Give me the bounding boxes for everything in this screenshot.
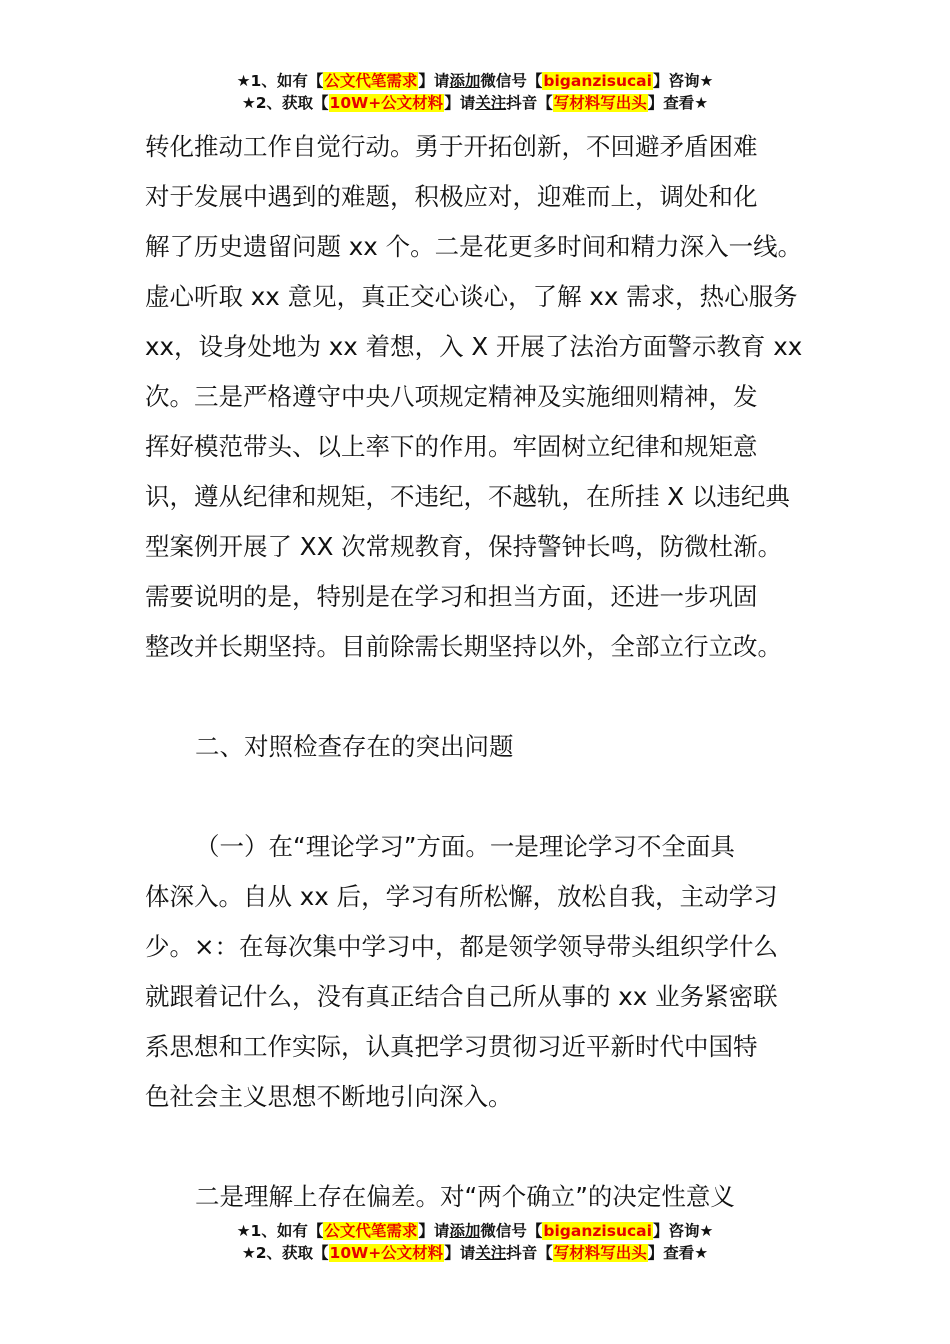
text-line: 二是理解上存在偏差。对“两个确立”的决定性意义 — [195, 1182, 735, 1211]
banner-underline: 关注 — [475, 1244, 507, 1262]
banner-text: 】请 — [444, 1244, 476, 1262]
banner-highlight: 公文代笔需求 — [324, 72, 418, 90]
section-heading — [145, 722, 825, 772]
banner-text: 抖音【 — [506, 1244, 553, 1262]
text-line: （一）在“理论学习”方面。一是理论学习不全面具 — [195, 832, 735, 861]
text-line: 挥好模范带头、以上率下的作用。牢固树立纪律和规矩意 — [145, 432, 758, 461]
paragraph-2 — [145, 822, 825, 1122]
banner-text: ★1、如有【 — [236, 1222, 324, 1240]
banner-text: 微信号【 — [480, 72, 543, 90]
text-line: 需要说明的是，特别是在学习和担当方面，还进一步巩固 — [145, 582, 758, 611]
banner-text: 】咨询★ — [652, 1222, 714, 1240]
paragraph-3 — [145, 1172, 825, 1222]
document-body — [145, 122, 825, 1222]
text-line: 次。三是严格遵守中央八项规定精神及实施细则精神，发 — [145, 382, 758, 411]
text-line: 少。×：在每次集中学习中，都是领学领导带头组织学什么 — [145, 932, 779, 961]
banner-highlight: biganzisucai — [543, 1222, 652, 1240]
banner-line-2 — [0, 92, 950, 114]
text-line: 体深入。自从 xx 后，学习有所松懈，放松自我，主动学习 — [145, 882, 778, 911]
banner-line-2 — [0, 1242, 950, 1264]
banner-text: 】咨询★ — [652, 72, 714, 90]
text-line: 对于发展中遇到的难题，积极应对，迎难而上，调处和化 — [145, 182, 758, 211]
text-line: 转化推动工作自觉行动。勇于开拓创新，不回避矛盾困难 — [145, 132, 758, 161]
banner-line-1 — [0, 1220, 950, 1242]
banner-underline: 关注 — [475, 94, 507, 112]
banner-text: 】查看★ — [647, 1244, 709, 1262]
text-line: 型案例开展了 XX 次常规教育，保持警钟长鸣，防微杜渐。 — [145, 532, 783, 561]
banner-text: ★1、如有【 — [236, 72, 324, 90]
header-banner — [0, 70, 950, 114]
banner-highlight: 写材料写出头 — [553, 94, 647, 112]
text-line: 识，遵从纪律和规矩，不违纪，不越轨，在所挂 X 以违纪典 — [145, 482, 790, 511]
banner-text: 微信号【 — [480, 1222, 543, 1240]
banner-line-1 — [0, 70, 950, 92]
banner-text: 】请 — [444, 94, 476, 112]
banner-highlight: 10W+公文材料 — [329, 1244, 444, 1262]
banner-text: ★2、获取【 — [241, 1244, 329, 1262]
text-line: 系思想和工作实际，认真把学习贯彻习近平新时代中国特 — [145, 1032, 758, 1061]
banner-underline: 添加 — [449, 1222, 481, 1240]
banner-highlight: 写材料写出头 — [553, 1244, 647, 1262]
footer-banner — [0, 1220, 950, 1264]
banner-highlight: 公文代笔需求 — [324, 1222, 418, 1240]
text-line: 整改并长期坚持。目前除需长期坚持以外，全部立行立改。 — [145, 632, 782, 661]
heading-2: 二、对照检查存在的突出问题 — [195, 732, 514, 761]
paragraph-1 — [145, 122, 825, 672]
banner-text: 】查看★ — [647, 94, 709, 112]
text-line: 虚心听取 xx 意见，真正交心谈心，了解 xx 需求，热心服务 — [145, 282, 798, 311]
text-line: 就跟着记什么，没有真正结合自己所从事的 xx 业务紧密联 — [145, 982, 778, 1011]
banner-highlight: 10W+公文材料 — [329, 94, 444, 112]
text-line: 色社会主义思想不断地引向深入。 — [145, 1082, 513, 1111]
banner-highlight: biganzisucai — [543, 72, 652, 90]
banner-text: ★2、获取【 — [241, 94, 329, 112]
banner-text: 抖音【 — [506, 94, 553, 112]
banner-text: 】请 — [418, 72, 450, 90]
text-line: xx，设身处地为 xx 着想，入 X 开展了法治方面警示教育 xx — [145, 332, 803, 361]
banner-underline: 添加 — [449, 72, 481, 90]
text-line: 解了历史遗留问题 xx 个。二是花更多时间和精力深入一线。 — [145, 232, 803, 261]
banner-text: 】请 — [418, 1222, 450, 1240]
